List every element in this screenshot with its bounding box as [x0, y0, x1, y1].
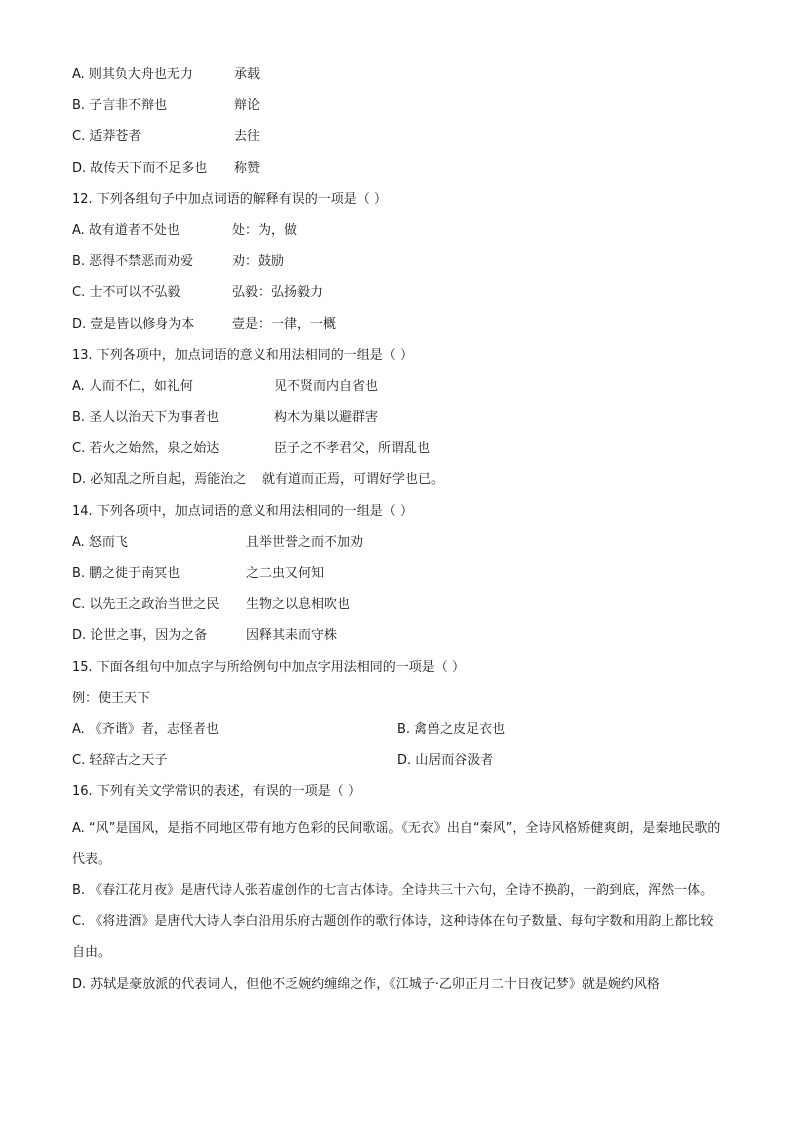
option-gloss: 壹是：一律，一概 [232, 316, 337, 332]
q16-option-b: B. 《春江花月夜》是唐代诗人张若虚创作的七言古体诗。全诗共三十六句，全诗不换韵，一韵到底，浑然一体。 [72, 882, 714, 898]
option-gloss: 弘毅：弘扬毅力 [232, 285, 324, 301]
q13-option-d [72, 469, 724, 500]
option-gloss: 劝：鼓励 [232, 254, 285, 270]
option-text: C. 以先王之政治当世之民 [72, 597, 220, 613]
option-pair: 且举世誉之而不加劝 [246, 534, 364, 550]
option-gloss: 去往 [234, 129, 261, 145]
q11-option-b [72, 95, 724, 126]
q14-option-b [72, 563, 724, 594]
exam-page [72, 64, 724, 1000]
option-gloss: 称赞 [234, 160, 261, 176]
option-pair: 生物之以息相吹也 [246, 597, 351, 613]
option-gloss: 处：为，做 [232, 222, 298, 238]
q15-options-row-1 [72, 719, 724, 750]
option-text: C. 若火之始然，泉之始达 [72, 441, 220, 457]
q13-stem: 13. 下列各项中，加点词语的意义和用法相同的一组是（ ） [72, 347, 413, 363]
option-text: C. 士不可以不弘毅 [72, 285, 181, 301]
q15-example: 例：使王天下 [72, 690, 151, 706]
q16-option-a: A. “风”是国风，是指不同地区带有地方色彩的民间歌谣。《无衣》出自“秦风”，全诗风格矫健爽朗，是秦地民歌的代表。 [72, 820, 721, 867]
q15-option-c: C. 轻辞古之天子 [72, 753, 168, 769]
option-text: D. 故传天下而不足多也 [72, 160, 208, 176]
q16-option-c: C. 《将进酒》是唐代大诗人李白沿用乐府古题创作的歌行体诗，这种诗体在句子数量、每句字数和用韵上都比较自由。 [72, 914, 714, 961]
option-text: B. 圣人以治天下为事者也 [72, 410, 220, 426]
q12-option-a [72, 220, 724, 251]
option-text: B. 恶得不禁恶而劝爱 [72, 254, 194, 270]
q12-option-d [72, 314, 724, 345]
option-pair: 构木为巢以避群害 [274, 410, 379, 426]
q14-option-a [72, 532, 724, 563]
q13-option-a [72, 376, 724, 407]
option-text: A. 则其负大舟也无力 [72, 67, 193, 82]
q14-option-d [72, 625, 724, 656]
q11-option-a [72, 64, 724, 95]
q11-option-d [72, 158, 724, 189]
q12-option-c [72, 282, 724, 313]
q16-stem: 16. 下列有关文学常识的表述，有误的一项是（ ） [72, 784, 361, 800]
q16-option-d: D. 苏轼是豪放派的代表词人，但他不乏婉约缠绵之作，《江城子·乙卯正月二十日夜记梦》就是婉约风格 [72, 976, 660, 992]
option-text: D. 壹是皆以修身为本 [72, 316, 195, 332]
option-pair: 见不贤而内自省也 [274, 378, 379, 394]
option-gloss: 辩论 [234, 98, 261, 114]
option-pair: 因释其耒而守株 [246, 628, 338, 644]
q15-option-a: A. 《齐谐》者，志怪者也 [72, 721, 219, 737]
option-text: A. 怒而飞 [72, 534, 128, 550]
option-pair: 臣子之不孝君父，所谓乱也 [274, 441, 431, 457]
option-text: C. 适莽苍者 [72, 129, 142, 145]
q15-stem: 15. 下面各组句中加点字与所给例句中加点字用法相同的一项是（ ） [72, 659, 465, 675]
q15-options-row-2 [72, 750, 724, 781]
q15-option-d: D. 山居而谷汲者 [397, 753, 494, 769]
q15-option-b: B. 禽兽之皮足衣也 [397, 721, 506, 737]
q13-option-c [72, 438, 724, 469]
option-gloss: 承载 [234, 67, 261, 82]
q11-option-c [72, 126, 724, 157]
q12-option-b [72, 251, 724, 282]
q13-option-b [72, 407, 724, 438]
q12-stem: 12. 下列各组句子中加点词语的解释有误的一项是（ ） [72, 191, 387, 207]
option-pair: 之二虫又何知 [246, 566, 325, 581]
q14-option-c [72, 594, 724, 625]
option-text: B. 鹏之徙于南冥也 [72, 566, 181, 581]
option-text: A. 故有道者不处也 [72, 222, 180, 238]
q14-stem: 14. 下列各项中，加点词语的意义和用法相同的一组是（ ） [72, 503, 413, 519]
option-text: D. 论世之事，因为之备 [72, 628, 208, 644]
option-text: B. 子言非不辩也 [72, 98, 168, 114]
option-text: D. 必知乱之所自起，焉能治之 [72, 472, 247, 488]
option-text: A. 人而不仁，如礼何 [72, 378, 193, 394]
option-pair: 就有道而正焉，可谓好学也已。 [262, 472, 445, 488]
